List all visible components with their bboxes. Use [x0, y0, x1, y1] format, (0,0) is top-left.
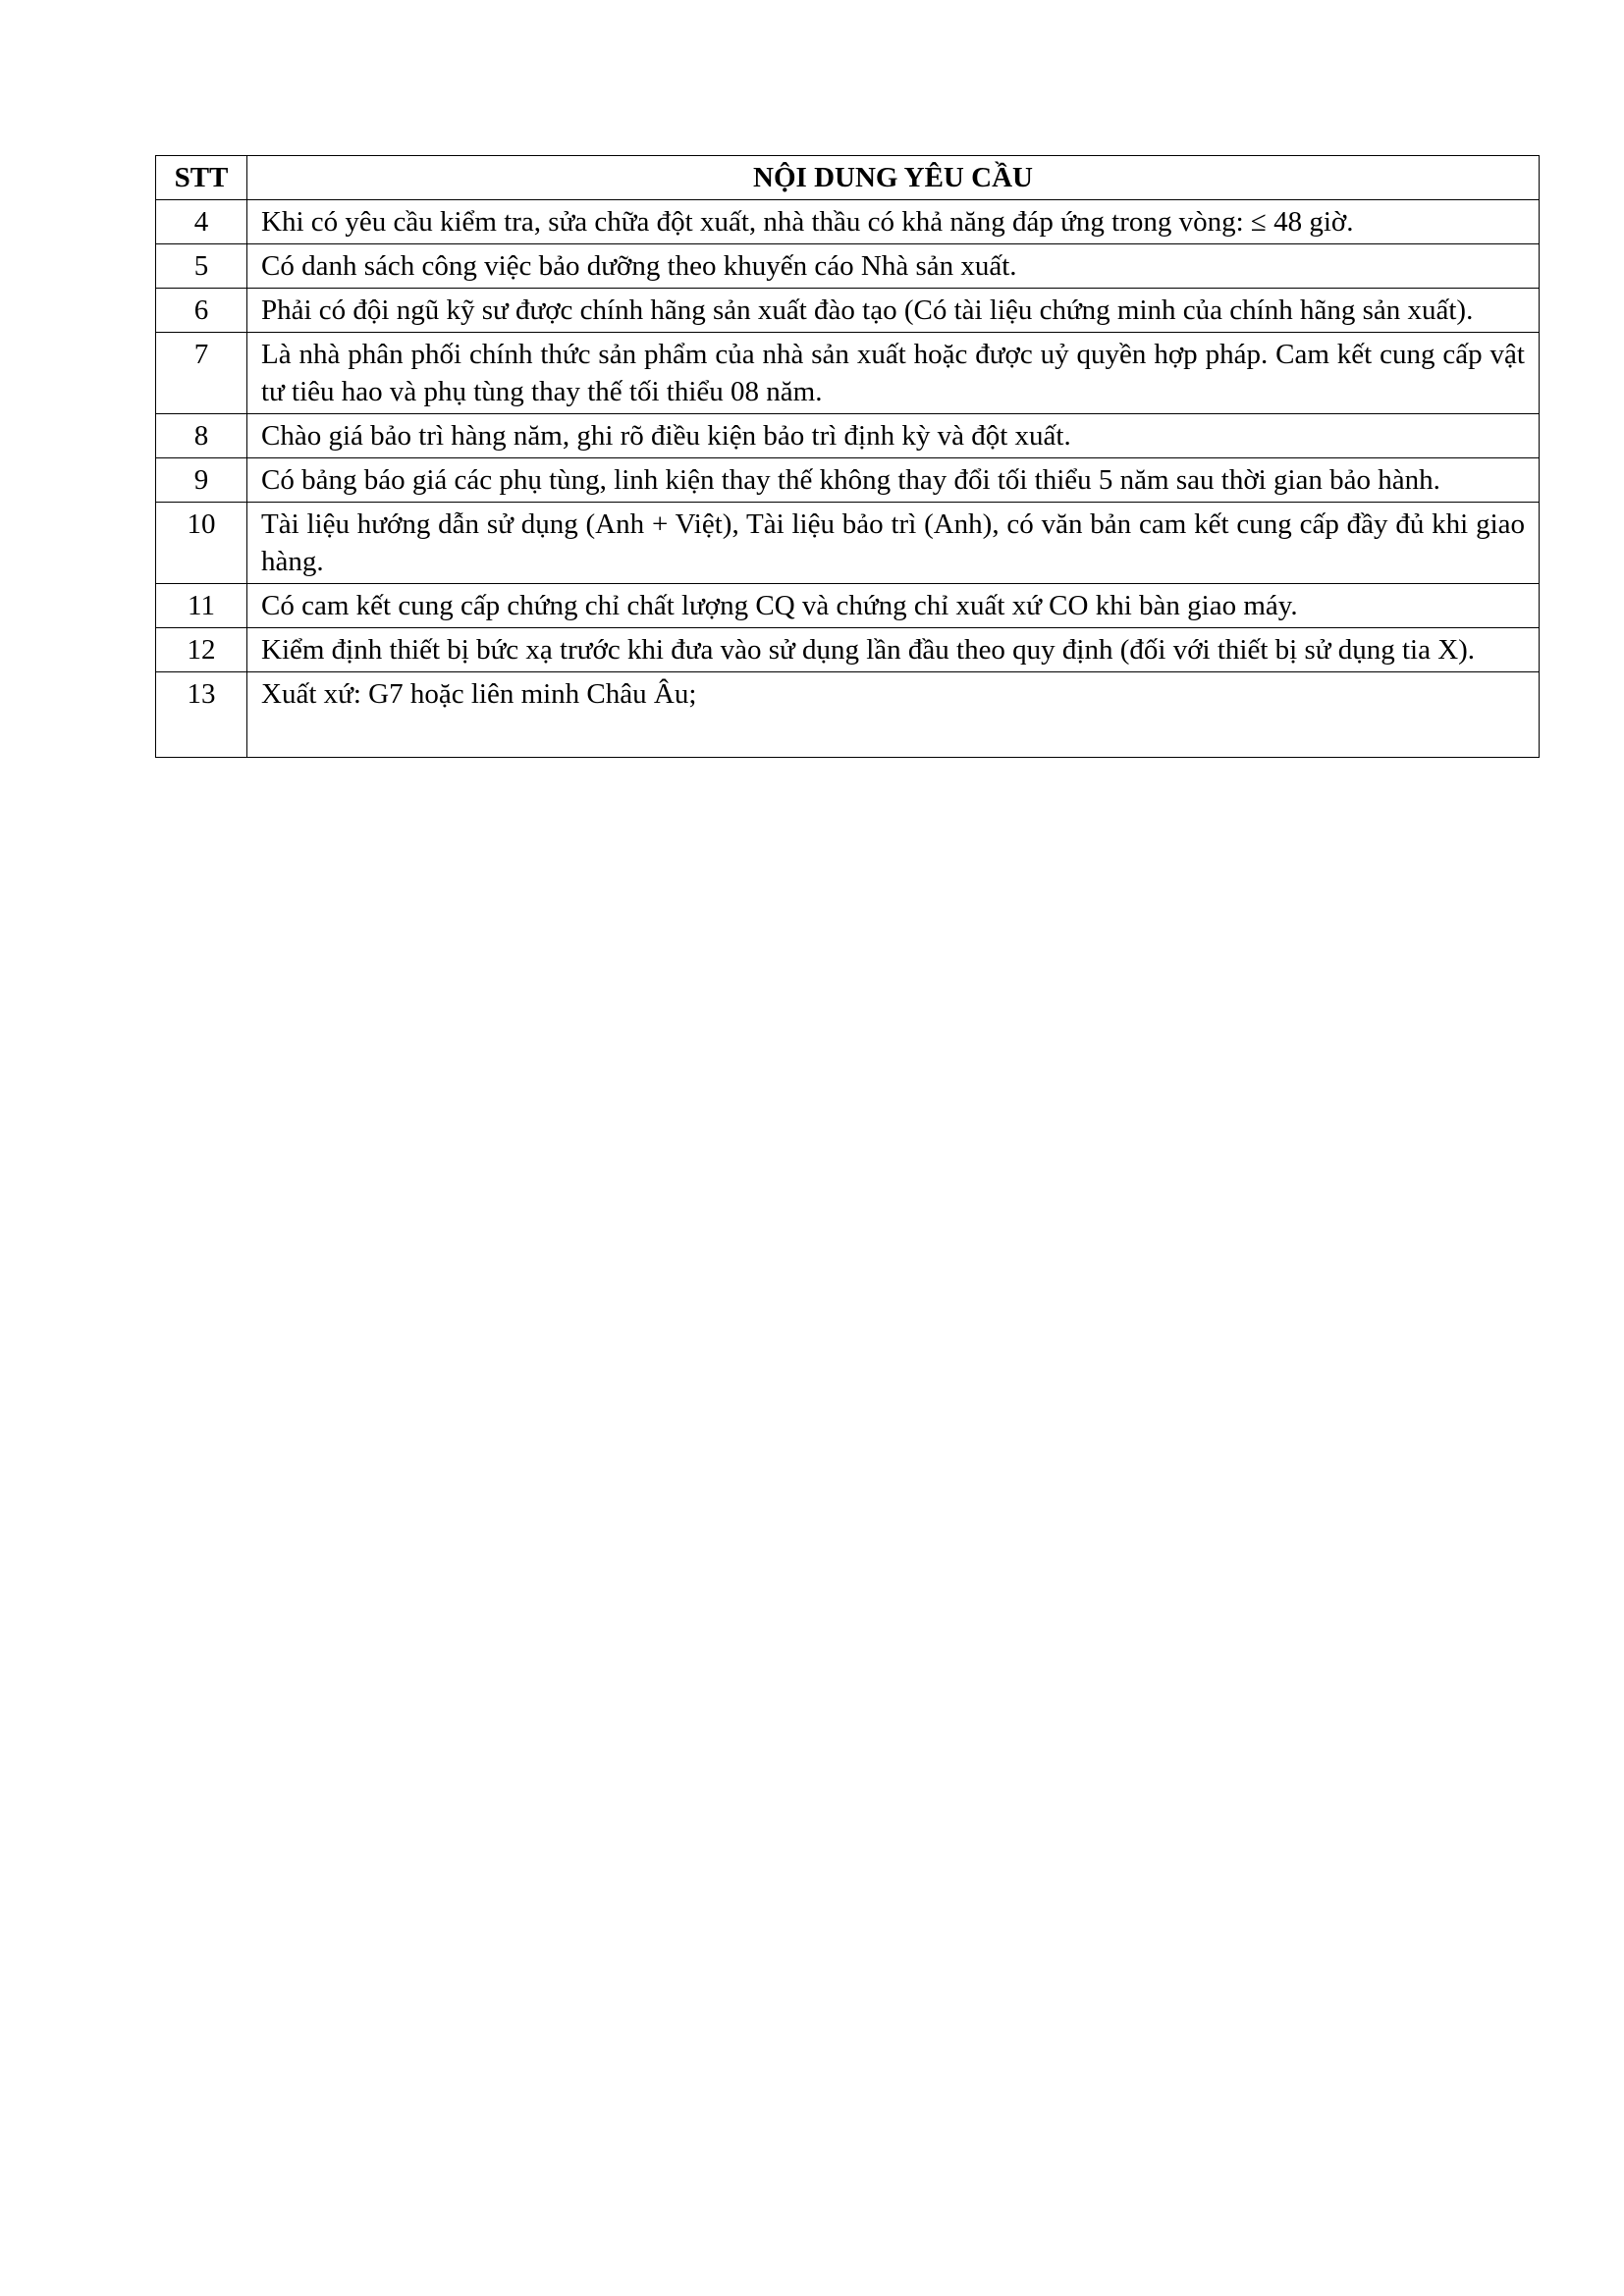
row-number: 6	[156, 289, 247, 333]
row-content: Chào giá bảo trì hàng năm, ghi rõ điều kiện bảo trì định kỳ và đột xuất.	[247, 414, 1540, 458]
table-header-row	[156, 156, 1540, 200]
header-content: NỘI DUNG YÊU CẦU	[247, 156, 1540, 200]
row-number: 13	[156, 672, 247, 758]
row-number: 11	[156, 584, 247, 628]
row-number: 4	[156, 200, 247, 244]
row-content: Kiểm định thiết bị bức xạ trước khi đưa vào sử dụng lần đầu theo quy định (đối với thiết bị sử dụng tia X).	[247, 628, 1540, 672]
table-row	[156, 672, 1540, 758]
row-content: Có danh sách công việc bảo dưỡng theo khuyến cáo Nhà sản xuất.	[247, 244, 1540, 289]
row-number: 12	[156, 628, 247, 672]
row-number: 7	[156, 333, 247, 414]
row-number: 8	[156, 414, 247, 458]
row-number: 5	[156, 244, 247, 289]
table-row	[156, 458, 1540, 503]
table-row	[156, 200, 1540, 244]
table-row	[156, 628, 1540, 672]
table-row	[156, 333, 1540, 414]
table-row	[156, 244, 1540, 289]
row-content: Khi có yêu cầu kiểm tra, sửa chữa đột xuất, nhà thầu có khả năng đáp ứng trong vòng: ≤ 48 giờ.	[247, 200, 1540, 244]
requirements-table	[155, 155, 1540, 758]
row-content: Là nhà phân phối chính thức sản phẩm của nhà sản xuất hoặc được uỷ quyền hợp pháp. Cam kết cung cấp vật tư tiêu hao và phụ tùng thay thế tối thiểu 08 năm.	[247, 333, 1540, 414]
table-row	[156, 289, 1540, 333]
row-number: 9	[156, 458, 247, 503]
row-number: 10	[156, 503, 247, 584]
row-content: Có bảng báo giá các phụ tùng, linh kiện thay thế không thay đổi tối thiểu 5 năm sau thời gian bảo hành.	[247, 458, 1540, 503]
row-content: Có cam kết cung cấp chứng chỉ chất lượng CQ và chứng chỉ xuất xứ CO khi bàn giao máy.	[247, 584, 1540, 628]
table-row	[156, 414, 1540, 458]
header-stt: STT	[156, 156, 247, 200]
table-row	[156, 503, 1540, 584]
row-content: Tài liệu hướng dẫn sử dụng (Anh + Việt), Tài liệu bảo trì (Anh), có văn bản cam kết cung cấp đầy đủ khi giao hàng.	[247, 503, 1540, 584]
row-content: Xuất xứ: G7 hoặc liên minh Châu Âu;	[247, 672, 1540, 758]
table-row	[156, 584, 1540, 628]
row-content: Phải có đội ngũ kỹ sư được chính hãng sản xuất đào tạo (Có tài liệu chứng minh của chính hãng sản xuất).	[247, 289, 1540, 333]
